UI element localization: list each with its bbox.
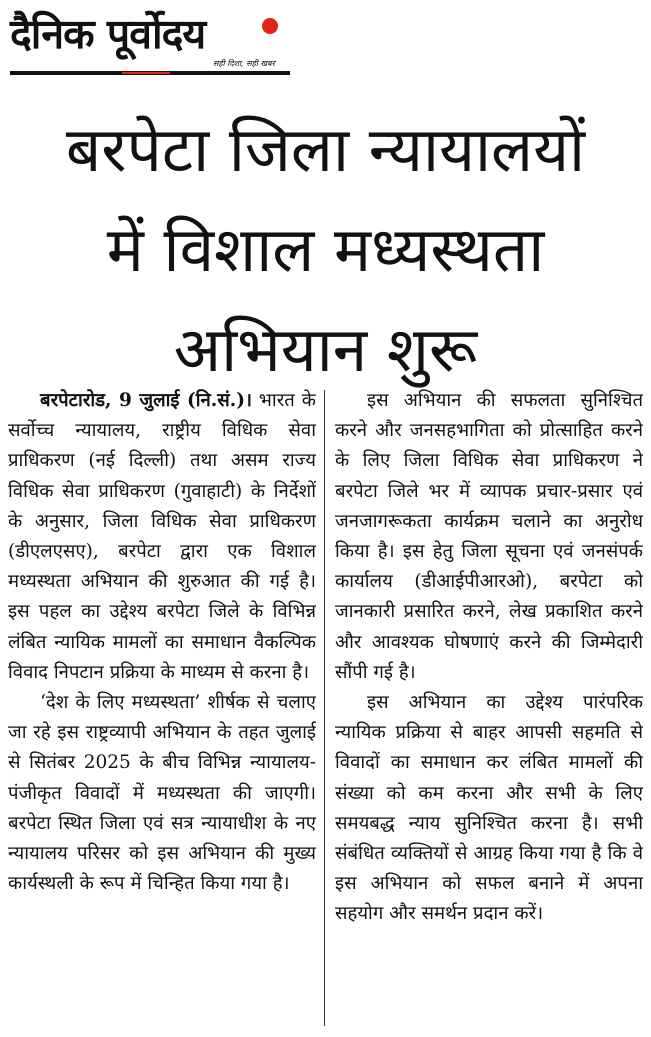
article-dateline: बरपेटारोड, 9 जुलाई (नि.सं.)।	[40, 390, 252, 411]
paragraph-1-text: भारत के सर्वोच्च न्यायालय, राष्ट्रीय विधिक सेवा प्राधिकरण (नई दिल्ली) तथा असम राज्य विधिक सेवा प्राधिकरण (गुवाहाटी) के निर्देशों के अनुसार, जिला विधिक सेवा प्राधिकरण (डीएलएसए), बरपेटा द्वारा एक विशाल मध्यस्थता अभियान की शुरुआत की गई है। इस पहल का उद्देश्य बरपेटा जिले के विभिन्न लंबित न्यायिक मामलों का समाधान वैकल्पिक विवाद निपटान प्रक्रिया के माध्यम से करना है।	[8, 390, 316, 683]
headline-line-1: बरपेटा जिला न्यायालयों	[65, 113, 586, 186]
article-headline	[20, 100, 631, 400]
masthead-accent-rule	[122, 72, 170, 74]
newspaper-name: दैनिक पूर्वोदय	[10, 10, 206, 58]
article-paragraph-4: इस अभियान का उद्देश्य पारंपरिक न्यायिक प्रक्रिया से बाहर आपसी सहमति से विवादों का समाधान कर लंबित मामलों की संख्या को कम करना और सभी के लिए समयबद्ध न्याय सुनिश्चित करना है। सभी संबंधित व्यक्तियों से आग्रह किया गया है कि वे इस अभियान को सफल बनाने में अपना सहयोग और समर्थन प्रदान करें।	[335, 692, 643, 925]
article-paragraph-3: इस अभियान की सफलता सुनिश्चित करने और जनसहभागिता को प्रोत्साहित करने के लिए जिला विधिक सेवा प्राधिकरण ने बरपेटा जिले भर में व्यापक प्रचार-प्रसार एवं जनजागरूकता कार्यक्रम चलाने का अनुरोध किया है। इस हेतु जिला सूचना एवं जनसंपर्क कार्यालय (डीआईपीआरओ), बरपेटा को जानकारी प्रसारित करने, लेख प्रकाशित करने और आवश्यक घोषणाएं करने की जिम्मेदारी सौंपी गई है।	[335, 390, 643, 683]
article-column-left	[8, 386, 316, 1031]
headline-line-2: में विशाल मध्यस्थता	[106, 213, 545, 286]
headline-line-3: अभियान शुरू	[173, 313, 478, 386]
masthead	[10, 8, 290, 74]
article-paragraph-1	[8, 386, 316, 688]
article-paragraph-2: ‘देश के लिए मध्यस्थता’ शीर्षक से चलाए जा रहे इस राष्ट्रव्यापी अभियान के तहत जुलाई से सितंबर 2025 के बीच विभिन्न न्यायालय-पंजीकृत विवादों में मध्यस्थता की जाएगी। बरपेटा स्थित जिला एवं सत्र न्यायाधीश के नए न्यायालय परिसर को इस अभियान की मुख्य कार्यस्थली के रूप में चिन्हित किया गया है।	[8, 692, 316, 895]
column-divider	[324, 390, 325, 1026]
logo-dot-icon	[262, 18, 278, 34]
article-column-right	[335, 386, 643, 1031]
newspaper-tagline: सही दिशा, सही खबर	[213, 59, 275, 68]
